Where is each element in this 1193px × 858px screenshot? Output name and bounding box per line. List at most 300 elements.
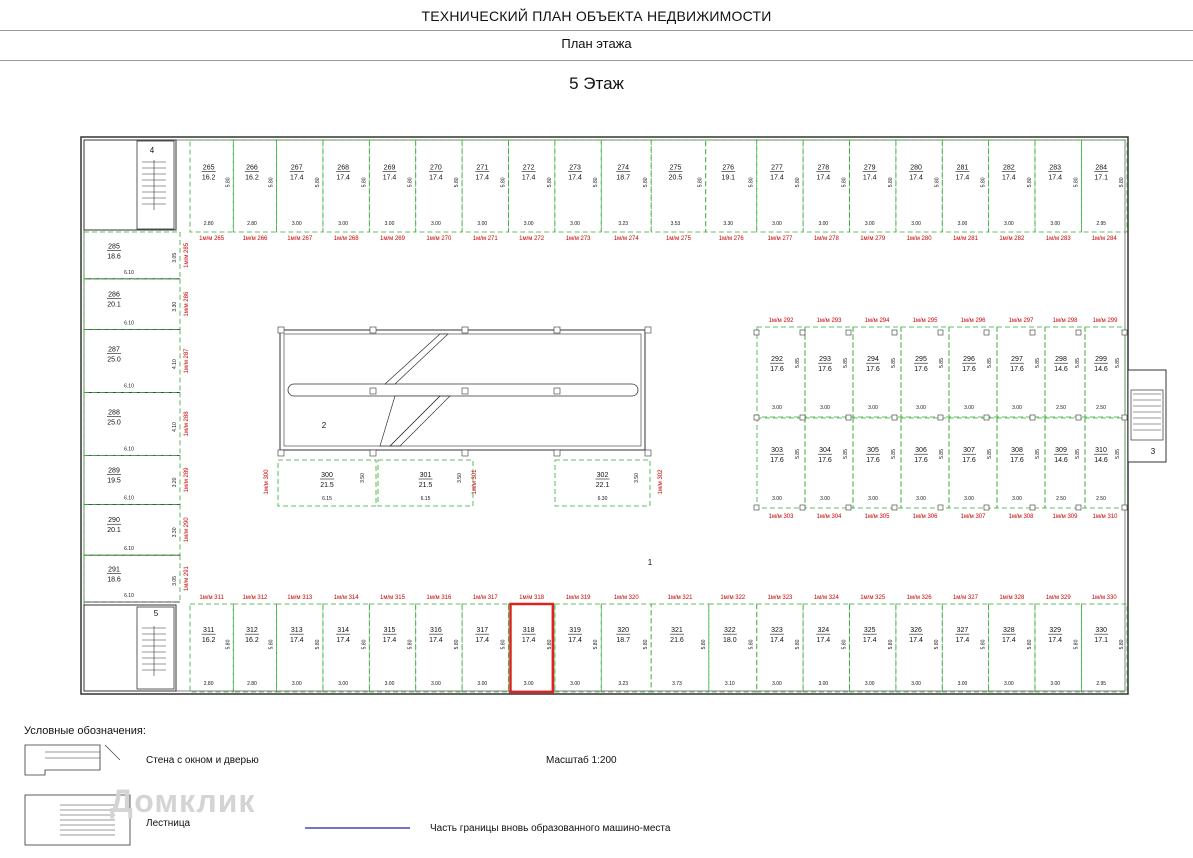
space-width: 3.10 [724,681,735,687]
space-depth: 4.10 [172,422,178,432]
space-width: 3.00 [477,681,488,687]
stair-core-3 [1128,370,1166,462]
space-area: 17.4 [862,174,877,182]
space-area: 16.2 [245,174,259,182]
space-red-label: 1м/м 286 [184,291,190,317]
space-width: 3.23 [618,221,629,227]
space-red-label: 1м/м 322 [720,595,746,601]
space-number: 329 [1049,627,1062,635]
space-red-label: 1м/м 328 [999,595,1025,601]
space-number: 281 [956,164,969,172]
space-depth: 5.80 [1119,639,1125,650]
space-red-label: 1м/м 314 [333,595,359,601]
space-width: 3.30 [723,221,734,227]
space-depth: 5.80 [887,639,894,650]
space-number: 306 [915,447,927,455]
space-red-label: 1м/м 297 [1008,318,1034,324]
space-area: 17.4 [289,174,304,182]
space-area: 18.6 [107,576,121,584]
space-width: 3.00 [864,681,875,687]
space-red-label: 1м/м 301 [472,469,478,495]
column [554,327,560,333]
space-area: 17.4 [770,174,784,182]
space-number: 308 [1011,447,1023,455]
space-area: 20.1 [107,301,121,309]
space-width: 3.00 [864,221,875,227]
space-width: 3.00 [384,221,395,227]
column [462,450,468,456]
space-area: 16.2 [245,637,259,645]
space-width: 3.00 [1050,221,1061,227]
space-width: 3.00 [818,681,829,687]
column [846,330,851,335]
space-width: 3.00 [911,221,921,227]
space-width: 6.10 [124,593,134,599]
space-number: 312 [246,627,258,635]
space-number: 316 [430,627,442,635]
space-depth: 5.85 [891,449,897,459]
space-number: 283 [1049,164,1062,172]
space-area: 18.7 [616,637,631,645]
space-depth: 5.80 [795,177,802,188]
space-area: 17.4 [909,174,923,182]
space-red-label: 1м/м 296 [960,318,986,324]
space-area: 17.4 [1048,174,1063,182]
space-area: 17.4 [1002,637,1016,645]
space-number: 302 [596,472,609,479]
space-red-label: 1м/м 295 [912,318,938,324]
space-number: 267 [290,164,303,172]
space-number: 299 [1095,356,1107,364]
column [1122,505,1127,510]
column [892,415,897,420]
space-number: 295 [915,356,927,364]
space-red-label: 1м/м 324 [813,595,839,601]
space-depth: 5.80 [268,177,275,188]
space-number: 296 [963,356,975,364]
space-number: 294 [867,356,879,364]
space-width: 2.50 [1056,405,1066,411]
space-depth: 5.85 [1035,358,1041,368]
space-red-label: 1м/м 306 [912,514,938,520]
legend-title: Условные обозначения: [24,725,146,737]
ramp-lane [385,334,448,384]
column [754,505,759,510]
space-depth: 5.85 [939,358,945,368]
space-width: 6.10 [124,320,134,327]
space-number: 270 [430,164,442,172]
space-width: 3.00 [818,221,829,227]
column [800,330,805,335]
space-area: 14.6 [1094,457,1108,465]
space-red-label: 1м/м 300 [264,469,270,495]
stair-label-3: 3 [1150,447,1156,456]
space-number: 297 [1011,356,1023,364]
space-number: 307 [963,447,975,455]
space-depth: 3.50 [457,473,463,483]
space-red-label: 1м/м 292 [768,318,794,324]
space-area: 17.6 [866,366,880,374]
space-red-label: 1м/м 281 [952,236,978,242]
space-number: 298 [1055,356,1067,364]
space-number: 321 [671,627,683,635]
space-area: 19.1 [721,174,736,182]
space-width: 3.00 [338,221,349,227]
inner-wall [84,140,1125,691]
space-red-label: 1м/м 284 [1091,236,1117,242]
space-width: 3.00 [772,405,782,411]
column [846,505,851,510]
space-red-label: 1м/м 327 [952,595,978,601]
space-depth: 5.85 [795,449,801,459]
space-depth: 5.80 [841,177,848,188]
space-red-label: 1м/м 326 [906,595,932,601]
space-area: 17.1 [1094,637,1109,645]
space-depth: 5.80 [980,177,987,188]
column [754,330,759,335]
space-red-label: 1м/м 276 [718,236,744,242]
space-area: 17.4 [429,637,443,645]
column [938,505,943,510]
space-depth: 5.85 [987,449,993,459]
space-number: 305 [867,447,879,455]
column [892,505,897,510]
space-depth: 5.85 [1035,449,1041,459]
column [554,388,560,394]
space-width: 3.00 [291,681,302,687]
space-width: 6.15 [420,496,431,502]
space-depth: 5.80 [1073,177,1080,188]
space-depth: 5.85 [1075,449,1081,459]
space-depth: 5.85 [843,358,849,368]
space-area: 17.6 [866,457,880,465]
space-depth: 5.80 [748,639,755,650]
space-depth: 5.80 [643,177,650,188]
space-depth: 5.85 [987,358,993,368]
space-width: 3.00 [916,405,926,411]
space-number: 304 [819,447,831,455]
page-title: ТЕХНИЧЕСКИЙ ПЛАН ОБЪЕКТА НЕДВИЖИМОСТИ [421,8,772,24]
space-width: 3.00 [916,496,926,502]
space-width: 3.00 [570,681,580,687]
space-red-label: 1м/м 272 [519,236,545,242]
space-depth: 5.80 [841,639,848,650]
space-width: 3.00 [570,221,580,227]
legend-wall-symbol [25,745,100,775]
space-number: 315 [383,627,396,635]
space-red-label: 1м/м 305 [864,514,890,520]
space-width: 3.00 [868,405,878,411]
space-depth: 5.80 [407,177,414,188]
space-number: 313 [290,627,303,635]
watermark: Домклик [110,783,256,819]
space-width: 2.80 [247,221,257,227]
space-area: 17.4 [1002,174,1016,182]
space-width: 6.10 [124,546,134,553]
hall-label: 1 [647,558,653,567]
space-number: 276 [722,164,735,172]
space-number: 324 [817,627,830,635]
space-area: 17.6 [770,457,784,465]
space-width: 3.00 [957,681,968,687]
space-number: 323 [771,627,783,635]
space-depth: 5.80 [407,639,414,650]
space-number: 287 [108,346,120,354]
space-width: 2.50 [1096,496,1106,502]
legend-wall-symbol [105,745,120,760]
column [800,505,805,510]
space-area: 17.4 [382,174,397,182]
space-depth: 3.50 [634,473,640,483]
space-area: 17.4 [816,174,831,182]
space-depth: 5.80 [361,639,368,650]
legend-wall-label: Стена с окном и дверью [146,755,259,766]
space-number: 278 [817,164,830,172]
column [1030,505,1035,510]
space-width: 3.73 [672,681,682,687]
space-depth: 5.80 [454,639,461,650]
space-red-label: 1м/м 279 [860,236,886,242]
space-area: 16.2 [201,174,216,182]
space-width: 3.00 [1050,681,1061,687]
column [800,415,805,420]
space-depth: 3.30 [172,527,178,538]
space-red-label: 1м/м 308 [1008,514,1034,520]
space-number: 279 [863,164,876,172]
column [1030,330,1035,335]
space-depth: 5.80 [1073,639,1080,650]
space-width: 3.00 [338,681,349,687]
space-area: 22.1 [595,482,610,489]
space-depth: 5.80 [454,177,461,188]
space-area: 17.6 [914,457,928,465]
space-depth: 5.80 [934,177,941,188]
space-red-label: 1м/м 312 [242,595,268,601]
space-width: 6.10 [124,383,134,390]
space-number: 309 [1055,447,1067,455]
space-width: 3.00 [820,496,830,502]
space-red-label: 1м/м 269 [380,236,405,242]
space-depth: 5.80 [593,177,600,188]
space-number: 326 [910,627,922,635]
space-width: 6.15 [322,496,332,502]
column [462,327,468,333]
space-red-label: 1м/м 298 [1052,318,1078,324]
space-area: 18.0 [722,637,737,645]
space-area: 17.4 [289,637,304,645]
space-width: 3.00 [1012,405,1022,411]
space-depth: 5.80 [643,639,650,650]
space-red-label: 1м/м 317 [472,595,498,601]
space-number: 291 [108,566,120,574]
space-depth: 5.80 [500,177,507,188]
space-number: 327 [956,627,969,635]
space-depth: 5.80 [1027,177,1034,188]
space-depth: 5.80 [795,639,802,650]
space-depth: 5.85 [795,358,801,368]
space-number: 300 [321,472,333,479]
space-red-label: 1м/м 320 [613,595,639,601]
space-width: 2.95 [1096,221,1107,227]
space-number: 266 [246,164,258,172]
space-area: 17.4 [955,174,970,182]
space-number: 274 [617,164,630,172]
page-subtitle: План этажа [561,36,632,51]
space-width: 6.30 [597,496,608,502]
space-red-label: 1м/м 270 [426,236,452,242]
space-depth: 5.80 [314,177,321,188]
space-red-label: 1м/м 311 [199,595,224,601]
space-number: 271 [476,164,489,172]
space-width: 3.00 [1003,681,1014,687]
space-area: 17.4 [336,637,350,645]
space-width: 3.00 [772,221,782,227]
space-red-label: 1м/м 318 [519,595,545,601]
space-depth: 3.05 [172,252,178,263]
space-width: 3.00 [431,221,441,227]
column [370,388,376,394]
space-width: 2.80 [247,681,257,687]
space-depth: 3.30 [172,301,178,312]
space-area: 20.5 [668,174,683,182]
space-number: 272 [522,164,535,172]
space-depth: 5.80 [934,639,941,650]
space-width: 3.00 [957,221,968,227]
space-width: 3.00 [384,681,395,687]
column [846,415,851,420]
space-red-label: 1м/м 265 [199,236,225,242]
space-red-label: 1м/м 288 [184,411,190,437]
column [554,450,560,456]
space-red-label: 1м/м 323 [767,595,793,601]
column [1076,505,1081,510]
space-number: 310 [1095,447,1107,455]
ramp-label: 2 [321,421,327,430]
space-depth: 5.80 [361,177,368,188]
space-number: 293 [819,356,831,364]
ramp-lane [380,396,440,446]
column [754,415,759,420]
space-depth: 5.80 [980,639,987,650]
space-number: 268 [337,164,349,172]
space-width: 3.00 [820,405,830,411]
space-number: 318 [522,627,535,635]
space-area: 17.4 [382,637,397,645]
space-area: 25.0 [107,356,121,364]
scale-label: Масштаб 1:200 [546,755,617,766]
column [984,330,989,335]
space-width: 3.00 [431,681,441,687]
space-number: 303 [771,447,783,455]
space-number: 311 [203,627,215,635]
space-area: 20.1 [107,527,121,535]
space-red-label: 1м/м 271 [472,236,498,242]
space-area: 17.4 [909,637,923,645]
space-width: 3.00 [911,681,921,687]
space-red-label: 1м/м 285 [184,242,190,268]
space-depth: 5.85 [1115,358,1121,368]
column [984,505,989,510]
space-depth: 5.80 [697,177,704,188]
space-red-label: 1м/м 291 [184,566,190,592]
space-area: 17.6 [818,366,832,374]
column [1122,415,1127,420]
space-area: 17.6 [818,457,832,465]
space-number: 273 [569,164,581,172]
space-width: 2.50 [1056,496,1066,502]
column [370,327,376,333]
column [938,415,943,420]
space-number: 277 [771,164,783,172]
space-area: 21.5 [320,482,334,489]
space-width: 3.00 [772,681,782,687]
space-number: 288 [108,409,120,417]
space-area: 17.1 [1094,174,1109,182]
space-area: 17.6 [1010,366,1024,374]
column [938,330,943,335]
space-area: 17.6 [770,366,784,374]
space-number: 301 [419,472,432,479]
space-number: 280 [910,164,922,172]
space-area: 14.6 [1054,366,1068,374]
space-red-label: 1м/м 307 [960,514,986,520]
space-area: 17.4 [475,174,490,182]
space-red-label: 1м/м 293 [816,318,842,324]
column [370,450,376,456]
space-area: 17.4 [336,174,350,182]
space-width: 6.10 [124,269,134,276]
column [984,415,989,420]
space-number: 284 [1095,164,1108,172]
space-area: 17.4 [955,637,970,645]
space-red-label: 1м/м 319 [565,595,591,601]
space-depth: 3.50 [360,473,366,483]
space-width: 3.00 [523,681,534,687]
space-red-label: 1м/м 274 [613,236,639,242]
space-number: 285 [108,243,120,251]
space-number: 282 [1002,164,1015,172]
legend-stairs-label: Лестница [146,818,191,829]
space-area: 18.7 [616,174,631,182]
space-red-label: 1м/м 299 [1092,318,1118,324]
space-red-label: 1м/м 287 [184,348,190,374]
space-width: 3.00 [523,221,534,227]
space-red-label: 1м/м 277 [767,236,793,242]
space-red-label: 1м/м 316 [426,595,452,601]
space-red-label: 1м/м 325 [860,595,886,601]
space-width: 3.00 [1012,496,1022,502]
space-number: 289 [108,467,120,475]
space-area: 17.4 [521,637,536,645]
space-depth: 5.80 [268,639,275,650]
space-area: 18.6 [107,253,121,261]
column [278,450,284,456]
space-number: 269 [383,164,396,172]
space-number: 286 [108,291,120,299]
space-red-label: 1м/м 273 [565,236,591,242]
space-depth: 3.05 [172,576,178,586]
space-red-label: 1м/м 282 [999,236,1025,242]
space-area: 17.4 [770,637,784,645]
space-red-label: 1м/м 309 [1052,514,1078,520]
space-depth: 5.80 [546,639,553,650]
space-number: 325 [863,627,876,635]
space-area: 17.4 [816,637,831,645]
space-width: 3.00 [868,496,878,502]
space-red-label: 1м/м 310 [1092,514,1118,520]
space-red-label: 1м/м 304 [816,514,842,520]
space-area: 17.6 [914,366,928,374]
